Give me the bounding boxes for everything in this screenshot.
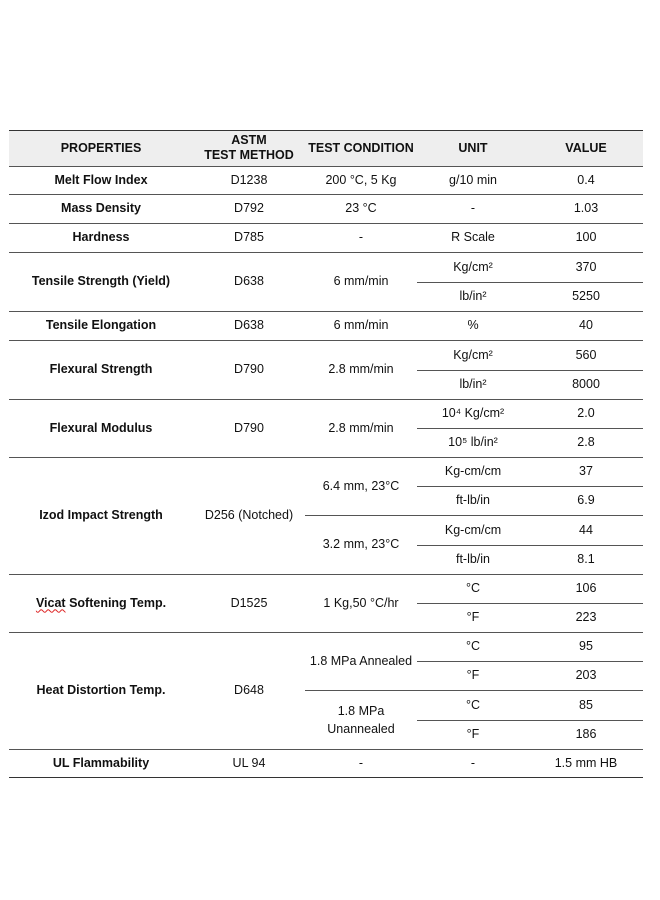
test-condition: 6.4 mm, 23°C	[322, 478, 400, 493]
property-label: Tensile Elongation	[45, 318, 157, 332]
header-test-condition: TEST CONDITION	[308, 140, 414, 155]
unit: °F	[466, 668, 480, 682]
value: 100	[575, 230, 597, 244]
astm-method: D648	[234, 683, 264, 697]
header-astm	[193, 130, 305, 166]
header-properties: PROPERTIES	[60, 140, 142, 155]
astm-method: D256 (Notched)	[204, 508, 294, 522]
unit: Kg-cm/cm	[444, 522, 502, 537]
property-label	[9, 574, 193, 632]
unit: lb/in²	[459, 377, 487, 391]
unit: Kg/cm²	[453, 259, 493, 274]
astm-method: D790	[234, 362, 264, 376]
property-label: Flexural Modulus	[49, 420, 153, 435]
unit: Kg-cm/cm	[444, 464, 502, 478]
test-condition: 1 Kg,50 °C/hr	[323, 595, 399, 610]
value: 560	[575, 347, 597, 362]
value: 6.9	[577, 493, 595, 507]
value: 1.5 mm HB	[554, 755, 618, 770]
header-astm-line1: ASTM	[231, 133, 267, 147]
unit: °C	[465, 639, 481, 653]
value: 1.03	[573, 201, 599, 215]
unit: 10⁴ Kg/cm²	[441, 406, 505, 420]
unit: Kg/cm²	[453, 347, 493, 362]
value: 0.4	[577, 172, 595, 187]
astm-method: D785	[234, 230, 264, 244]
unit: °C	[465, 697, 481, 712]
astm-method: D792	[234, 201, 264, 215]
value: 40	[579, 318, 593, 332]
test-condition: 6 mm/min	[333, 274, 389, 288]
unit: R Scale	[451, 230, 495, 244]
unit: °F	[466, 610, 480, 624]
test-condition-line1: 1.8 MPa	[337, 703, 385, 718]
test-condition: 1.8 MPa Annealed	[309, 653, 413, 668]
properties-table	[9, 130, 643, 778]
astm-method: D638	[234, 318, 264, 332]
test-condition-line2: Unannealed	[327, 721, 395, 736]
test-condition: 2.8 mm/min	[328, 362, 394, 376]
header-astm-line2: TEST METHOD	[204, 148, 294, 162]
astm-method: D1238	[230, 172, 268, 187]
astm-method: D1525	[230, 595, 268, 610]
unit: %	[467, 318, 479, 332]
unit: °F	[466, 727, 480, 741]
value: 5250	[572, 289, 600, 303]
unit: ft-lb/in	[455, 552, 491, 566]
value: 223	[575, 610, 597, 624]
test-condition: 3.2 mm, 23°C	[322, 537, 400, 551]
property-label: Heat Distortion Temp.	[36, 683, 166, 697]
unit: °C	[465, 581, 481, 595]
unit: g/10 min	[449, 172, 497, 187]
value: 106	[575, 581, 597, 595]
value: 8000	[572, 377, 600, 391]
value: 203	[575, 668, 597, 682]
value: 37	[579, 464, 593, 478]
property-label: Tensile Strength (Yield)	[31, 274, 171, 288]
test-condition: -	[358, 755, 364, 770]
property-label: UL Flammability	[52, 755, 150, 770]
property-label: Flexural Strength	[49, 362, 153, 376]
property-label: Mass Density	[61, 201, 141, 215]
test-condition	[305, 690, 417, 749]
test-condition: 200 °C, 5 Kg	[325, 172, 397, 187]
value: 44	[579, 522, 593, 537]
header-value: VALUE	[565, 140, 607, 155]
test-condition: 23 °C	[345, 201, 377, 215]
astm-method: UL 94	[232, 755, 266, 770]
astm-method: D790	[234, 420, 264, 435]
value: 8.1	[577, 552, 595, 566]
unit: -	[470, 201, 476, 215]
property-label: Izod Impact Strength	[39, 508, 163, 522]
header-unit: UNIT	[458, 140, 488, 155]
unit: ft-lb/in	[455, 493, 491, 507]
property-label: Melt Flow Index	[54, 172, 148, 187]
property-label-rest: Softening Temp.	[65, 595, 167, 610]
value: 2.0	[577, 406, 595, 420]
astm-method: D638	[234, 274, 264, 288]
unit: lb/in²	[459, 289, 487, 303]
test-condition: -	[358, 230, 364, 244]
test-condition: 6 mm/min	[333, 318, 389, 332]
test-condition: 2.8 mm/min	[328, 420, 394, 435]
value: 186	[575, 727, 597, 741]
value: 2.8	[577, 435, 595, 449]
table-bottom-rule	[9, 777, 643, 778]
value: 370	[575, 259, 597, 274]
unit: 10⁵ lb/in²	[448, 435, 498, 449]
spellcheck-word: Vicat	[35, 595, 66, 610]
value: 95	[579, 639, 593, 653]
unit: -	[470, 755, 476, 770]
value: 85	[579, 697, 593, 712]
property-label: Hardness	[72, 230, 130, 244]
